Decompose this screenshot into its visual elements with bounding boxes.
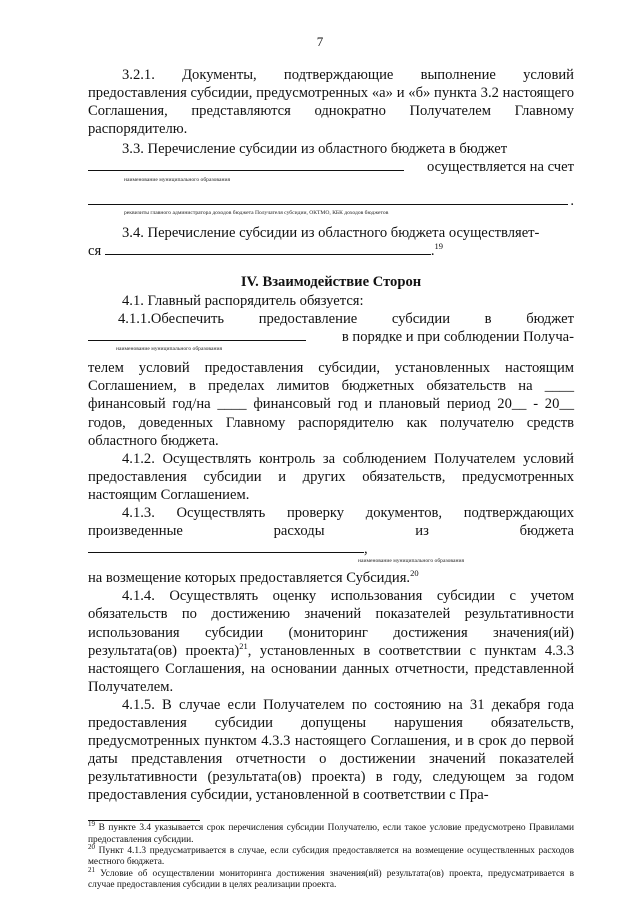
footnote-ref-19: 19: [434, 240, 444, 251]
paragraph-4-1-3-cont: на возмещение которых предоставляется Субсидия.$^{20}$: [88, 568, 419, 587]
paragraph-4-1-4: 4.1.4. Осуществлять оценку использования субсидии с учетом обязательств по достижению значений показателей результативности использования субсидии (мониторинг достижения значения(ий) результата(ов) проекта)$^{21}$, установленных в соответствии с пунктам 4.3.3 настоящего Соглашения, на основании данных отчетности, представленной Получателем.: [88, 588, 575, 695]
caption-municipality-3: наименование муниципального образования: [358, 558, 465, 565]
paragraph-3-2-1: 3.2.1. Документы, подтверждающие выполнение условий предоставления субсидии, предусмотренных «а» и «б» пункта 3.2 настоящего Соглашения, представляются однократно Получателем Главному распорядителю.: [88, 67, 574, 138]
footnote-20: $^{20}$ Пункт 4.1.3 предусматривается в случае, если субсидия предоставляется на возмещение осуществленных расходов местного бюджета.: [88, 842, 574, 868]
footnote-ref-20: 20: [410, 568, 419, 579]
footnote-21: $^{21}$ Условие об осуществлении мониторинга достижения значения(ий) результата(ов) проекта, предусматривается в случае предоставления субсидии в целях реализации проекта.: [88, 865, 574, 890]
caption-municipality-2: наименование муниципального образования: [116, 346, 223, 353]
paragraph-4-1-5: 4.1.5. В случае если Получателем по состоянию на 31 декабря года предоставления субсидии допущены нарушения обязательств, предусмотренных пунктом 4.3.3 настоящего Соглашения, и в срок до первой даты представления отчетности о достижении значений показателей результативности (результата(ов) проекта) в году, следующем за годом предоставления субсидии, установленной в соответствии с Пра-: [88, 696, 574, 804]
paragraph-3-3-line2: [88, 158, 574, 176]
paragraph-4-1-3: 4.1.3. Осуществлять проверку документов, подтверждающих произведенные расходы из бюджета ,: [88, 504, 574, 558]
blank-term: [105, 242, 431, 255]
section-heading: IV. Взаимодействие Сторон: [240, 273, 422, 290]
blank-requisites: [88, 192, 568, 205]
footnote-ref-21: 21: [239, 640, 248, 651]
paragraph-3-4: 3.4. Перечисление субсидии из областного бюджета осуществляет-: [122, 224, 540, 241]
footnote-19: $^{19}$ В пункте 3.4 указывается срок перечисления субсидии Получателю, если такое условие предусмотрено Правилами предоставления субсидии.: [88, 820, 574, 845]
paragraph-3-3: [88, 140, 574, 158]
caption-requisites: реквизиты главного администратора доходов бюджета Получателя субсидии, ОКТМО, КБК доходов бюджетов: [124, 209, 389, 216]
footnote-separator: [88, 820, 200, 821]
paragraph-3-3-start: 3.3. Перечисление субсидии из областного бюджета в бюджет: [122, 141, 508, 158]
paragraph-4-1-1-line1: 4.1.1.Обеспечить предоставление субсидии в бюджет: [118, 311, 574, 328]
paragraph-4-1: 4.1. Главный распорядитель обязуется:: [122, 292, 364, 309]
caption-municipality-1: наименование муниципального образования: [124, 176, 231, 183]
blank-municipality: [88, 158, 404, 171]
paragraph-4-1-1-line2: в порядке и при соблюдении Получа-: [88, 328, 574, 346]
blank-municipality-2: [88, 328, 306, 341]
paragraph-4-1-2: 4.1.2. Осуществлять контроль за соблюдением Получателем условий предоставления субсидии и других обязательств, предусмотренных настоящим Соглашением.: [88, 450, 574, 503]
blank-budget: [88, 540, 364, 553]
requisites-line: .: [88, 192, 574, 210]
document-body: [88, 66, 574, 891]
paragraph-3-4-cont: ся .$^{19}$: [88, 240, 444, 259]
paragraph-4-1-1-cont: телем условий предоставления субсидии, установленных настоящим Соглашением, в пределах лимитов бюджетных обязательств на ____ финансовый год/на ____ финансовый год и плановый период 20__ - 20__ годов, доведенных Главному распорядителю как получателю средств областного бюджета.: [88, 360, 574, 449]
page-number: 7: [316, 34, 324, 49]
paragraph-3-3-end: осуществляется на счет: [426, 159, 574, 176]
